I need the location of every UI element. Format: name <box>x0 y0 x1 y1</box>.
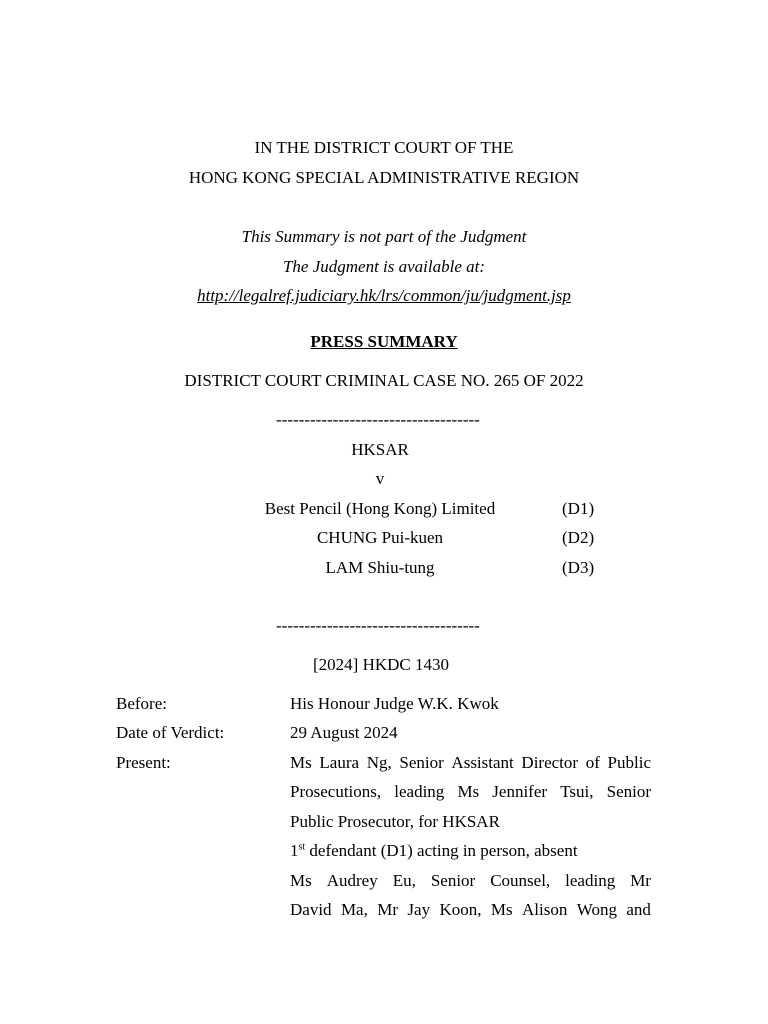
defendant-3-name: LAM Shiu-tung <box>325 558 435 577</box>
defendant-3-tag: (D3) <box>562 558 595 577</box>
press-summary-heading: PRESS SUMMARY <box>310 332 458 351</box>
summary-notice: This Summary is not part of the Judgment <box>241 227 527 246</box>
court-title-line-1: IN THE DISTRICT COURT OF THE <box>254 138 514 157</box>
defendant-1-name: Best Pencil (Hong Kong) Limited <box>264 499 496 518</box>
present-line-2: Prosecutions, leading Ms Jennifer Tsui, Senior <box>290 782 651 801</box>
judgment-availability: The Judgment is available at: <box>282 257 486 276</box>
counsel-line-1: Ms Audrey Eu, Senior Counsel, leading Mr <box>290 871 651 890</box>
defendant-1-tag: (D1) <box>562 499 595 518</box>
present-line-3: Public Prosecutor, for HKSAR <box>290 812 500 831</box>
defendant-2-tag: (D2) <box>562 528 595 547</box>
defendant-2-name: CHUNG Pui-kuen <box>316 528 444 547</box>
versus: v <box>375 469 385 488</box>
d1-representation <box>290 841 578 861</box>
d1-representation-text: defendant (D1) acting in person, absent <box>305 841 578 860</box>
divider-top: ------------------------------------ <box>276 410 480 429</box>
verdict-date-value: 29 August 2024 <box>290 723 398 742</box>
d1-ordinal-suffix: st <box>298 841 306 853</box>
divider-bottom: ------------------------------------ <box>276 616 480 635</box>
present-label: Present: <box>116 753 171 772</box>
verdict-date-label: Date of Verdict: <box>116 723 225 742</box>
before-label: Before: <box>116 694 167 713</box>
before-value: His Honour Judge W.K. Kwok <box>290 694 499 713</box>
present-line-1: Ms Laura Ng, Senior Assistant Director of Public <box>290 753 651 772</box>
neutral-citation: [2024] HKDC 1430 <box>313 655 449 674</box>
counsel-line-2: David Ma, Mr Jay Koon, Ms Alison Wong and <box>290 900 651 919</box>
court-title-line-2: HONG KONG SPECIAL ADMINISTRATIVE REGION <box>188 168 580 187</box>
d1-ordinal: 1 <box>290 841 299 860</box>
prosecution-party: HKSAR <box>351 440 409 459</box>
case-number: DISTRICT COURT CRIMINAL CASE NO. 265 OF 2022 <box>184 371 584 390</box>
judgment-link[interactable]: http://legalref.judiciary.hk/lrs/common/ju/judgment.jsp <box>197 286 571 305</box>
